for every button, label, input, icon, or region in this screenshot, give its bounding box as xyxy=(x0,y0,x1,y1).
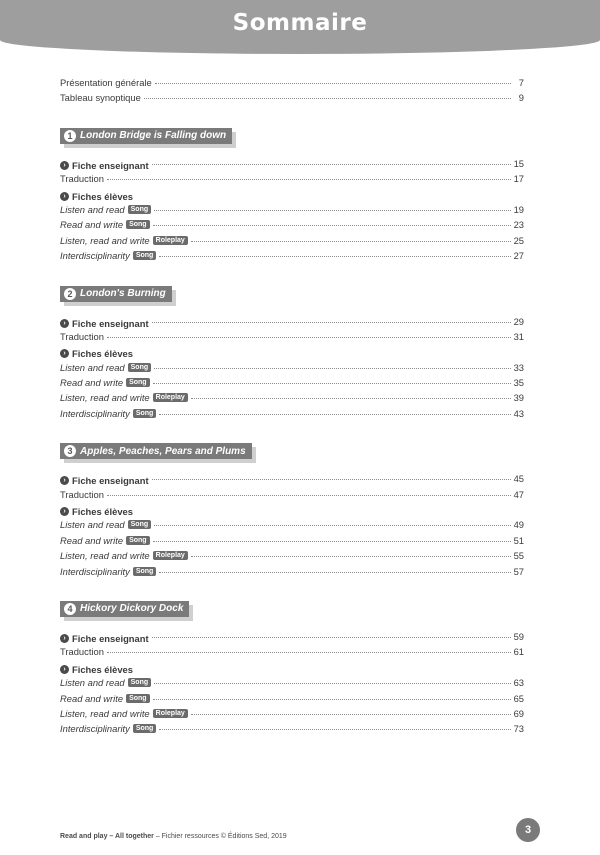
students-subheading: › Fiches élèves xyxy=(60,189,524,204)
dot-leader xyxy=(159,729,510,730)
unit-title-text: London's Burning xyxy=(80,288,166,300)
entry-page: 63 xyxy=(513,677,524,689)
dot-leader xyxy=(107,495,511,496)
dot-leader xyxy=(154,210,510,211)
entry-page: 35 xyxy=(513,377,524,389)
entry-page: 7 xyxy=(518,77,524,88)
dot-leader xyxy=(191,398,511,399)
entry-page: 57 xyxy=(513,565,524,577)
entry-label: Tableau synoptique xyxy=(60,92,141,104)
arrow-right-icon: › xyxy=(60,476,69,485)
entry-label: Traduction xyxy=(60,646,104,658)
entry-page: 51 xyxy=(513,534,524,546)
entry-label: Listen and read xyxy=(60,677,125,689)
toc-entry-translation[interactable] xyxy=(60,173,524,188)
unit-number: 4 xyxy=(64,603,76,615)
dot-leader xyxy=(107,179,511,180)
entry-label: Read and write xyxy=(60,377,124,389)
tag-badge: Song xyxy=(133,567,157,576)
unit-number: 2 xyxy=(64,288,76,300)
toc-entry-sheet[interactable] xyxy=(60,392,524,407)
entry-label: Listen, read and write xyxy=(60,234,150,246)
entry-label: Fiche enseignant xyxy=(72,317,149,329)
dot-leader xyxy=(153,541,511,542)
toc-entry-sheet[interactable] xyxy=(60,535,524,550)
page-title: Sommaire xyxy=(232,10,368,36)
dot-leader xyxy=(152,164,511,165)
toc-entry-translation[interactable] xyxy=(60,331,524,346)
students-subheading: › Fiches élèves xyxy=(60,504,524,519)
entry-page: 43 xyxy=(513,407,524,419)
page-number: 3 xyxy=(516,818,540,842)
unit-section xyxy=(60,441,524,581)
tag-badge: Roleplay xyxy=(153,709,188,718)
arrow-right-icon: › xyxy=(60,634,69,643)
dot-leader xyxy=(153,699,511,700)
entry-page: 19 xyxy=(513,203,524,215)
tag-badge: Song xyxy=(126,378,150,387)
entry-label: Listen, read and write xyxy=(60,707,150,719)
entry-page: 73 xyxy=(513,723,524,735)
entry-page: 9 xyxy=(518,92,524,104)
entry-page: 47 xyxy=(513,488,524,500)
entry-label: Interdisciplinarity xyxy=(60,250,130,262)
tag-badge: Song xyxy=(126,536,150,545)
unit-title-text: Hickory Dickory Dock xyxy=(80,603,184,615)
toc-entry-sheet[interactable] xyxy=(60,204,524,219)
table-of-contents xyxy=(60,77,524,739)
dot-leader xyxy=(191,556,511,557)
dot-leader xyxy=(191,241,511,242)
intro-section xyxy=(60,77,524,108)
dot-leader xyxy=(107,337,511,338)
entry-page: 33 xyxy=(513,361,524,373)
unit-section xyxy=(60,126,524,266)
tag-badge: Song xyxy=(126,694,150,703)
arrow-right-icon: › xyxy=(60,192,69,201)
footer-publisher: – Fichier ressources © Éditions Sed, 2019 xyxy=(153,833,287,840)
entry-label: Listen, read and write xyxy=(60,392,150,404)
entry-label: Interdisciplinarity xyxy=(60,723,130,735)
entry-page: 61 xyxy=(513,646,524,658)
dot-leader xyxy=(159,572,510,573)
arrow-right-icon: › xyxy=(60,161,69,170)
toc-entry-sheet[interactable] xyxy=(60,362,524,377)
entry-page: 25 xyxy=(513,234,524,246)
toc-entry-translation[interactable] xyxy=(60,646,524,661)
tag-badge: Roleplay xyxy=(153,551,188,560)
toc-entry-sheet[interactable] xyxy=(60,250,524,265)
dot-leader xyxy=(144,98,511,99)
toc-entry-teacher[interactable] xyxy=(60,316,524,331)
toc-entry-sheet[interactable] xyxy=(60,408,524,423)
entry-label: Fiche enseignant xyxy=(72,632,149,644)
tag-badge: Song xyxy=(126,220,150,229)
dot-leader xyxy=(159,256,510,257)
arrow-right-icon: › xyxy=(60,349,69,358)
toc-entry-teacher[interactable] xyxy=(60,473,524,488)
unit-section xyxy=(60,284,524,424)
unit-title[interactable] xyxy=(60,443,252,459)
entry-label: Read and write xyxy=(60,219,124,231)
toc-entry-sheet[interactable] xyxy=(60,235,524,250)
tag-badge: Roleplay xyxy=(153,393,188,402)
students-subheading: › Fiches élèves xyxy=(60,346,524,361)
entry-label: Traduction xyxy=(60,173,104,185)
entry-label: Read and write xyxy=(60,534,124,546)
tag-badge: Song xyxy=(128,678,152,687)
unit-title[interactable] xyxy=(60,128,232,144)
tag-badge: Song xyxy=(128,205,152,214)
arrow-right-icon: › xyxy=(60,319,69,328)
dot-leader xyxy=(152,479,511,480)
entry-label: Listen, read and write xyxy=(60,550,150,562)
tag-badge: Song xyxy=(128,520,152,529)
header-banner xyxy=(0,0,600,54)
entry-page: 49 xyxy=(513,519,524,531)
toc-entry[interactable] xyxy=(60,92,524,107)
entry-label: Interdisciplinarity xyxy=(60,407,130,419)
tag-badge: Song xyxy=(133,409,157,418)
dot-leader xyxy=(154,683,510,684)
unit-title[interactable] xyxy=(60,286,172,302)
entry-label: Présentation générale xyxy=(60,77,152,88)
entry-page: 15 xyxy=(513,157,524,169)
dot-leader xyxy=(107,652,511,653)
entry-label: Listen and read xyxy=(60,519,125,531)
unit-section xyxy=(60,599,524,739)
dot-leader xyxy=(153,225,511,226)
toc-entry-sheet[interactable] xyxy=(60,708,524,723)
arrow-right-icon: › xyxy=(60,665,69,674)
entry-page: 45 xyxy=(513,473,524,485)
toc-entry-translation[interactable] xyxy=(60,489,524,504)
entry-page: 65 xyxy=(513,692,524,704)
footer-credit xyxy=(60,833,287,840)
students-subheading: › Fiches élèves xyxy=(60,662,524,677)
toc-entry-sheet[interactable] xyxy=(60,693,524,708)
entry-page: 55 xyxy=(513,550,524,562)
entry-page: 31 xyxy=(513,330,524,342)
arrow-right-icon: › xyxy=(60,507,69,516)
unit-number: 3 xyxy=(64,445,76,457)
dot-leader xyxy=(155,83,511,84)
dot-leader xyxy=(159,414,510,415)
toc-entry-sheet[interactable] xyxy=(60,723,524,738)
unit-title-text: London Bridge is Falling down xyxy=(80,130,227,142)
dot-leader xyxy=(152,637,511,638)
footer-book-title: Read and play – All together xyxy=(60,833,154,840)
toc-entry[interactable] xyxy=(60,77,524,92)
toc-entry-sheet[interactable] xyxy=(60,519,524,534)
unit-number: 1 xyxy=(64,130,76,142)
entry-page: 69 xyxy=(513,707,524,719)
tag-badge: Song xyxy=(128,363,152,372)
tag-badge: Song xyxy=(133,724,157,733)
dot-leader xyxy=(153,383,511,384)
toc-entry-teacher[interactable] xyxy=(60,631,524,646)
entry-label: Interdisciplinarity xyxy=(60,565,130,577)
entry-label: Read and write xyxy=(60,692,124,704)
unit-title-text: Apples, Peaches, Pears and Plums xyxy=(80,445,246,457)
entry-label: Listen and read xyxy=(60,361,125,373)
toc-entry-teacher[interactable] xyxy=(60,158,524,173)
dot-leader xyxy=(154,368,510,369)
entry-label: Fiche enseignant xyxy=(72,475,149,487)
dot-leader xyxy=(154,525,510,526)
entry-page: 29 xyxy=(513,315,524,327)
entry-label: Listen and read xyxy=(60,203,125,215)
entry-label: Fiche enseignant xyxy=(72,159,149,171)
entry-page: 27 xyxy=(513,250,524,262)
toc-entry-sheet[interactable] xyxy=(60,377,524,392)
tag-badge: Roleplay xyxy=(153,236,188,245)
tag-badge: Song xyxy=(133,251,157,260)
entry-page: 59 xyxy=(513,630,524,642)
toc-entry-sheet[interactable] xyxy=(60,550,524,565)
entry-label: Traduction xyxy=(60,330,104,342)
entry-page: 39 xyxy=(513,392,524,404)
unit-title[interactable] xyxy=(60,601,189,617)
entry-label: Traduction xyxy=(60,488,104,500)
toc-entry-sheet[interactable] xyxy=(60,677,524,692)
dot-leader xyxy=(191,714,511,715)
toc-entry-sheet[interactable] xyxy=(60,219,524,234)
dot-leader xyxy=(152,322,511,323)
toc-entry-sheet[interactable] xyxy=(60,566,524,581)
entry-page: 17 xyxy=(513,173,524,185)
entry-page: 23 xyxy=(513,219,524,231)
